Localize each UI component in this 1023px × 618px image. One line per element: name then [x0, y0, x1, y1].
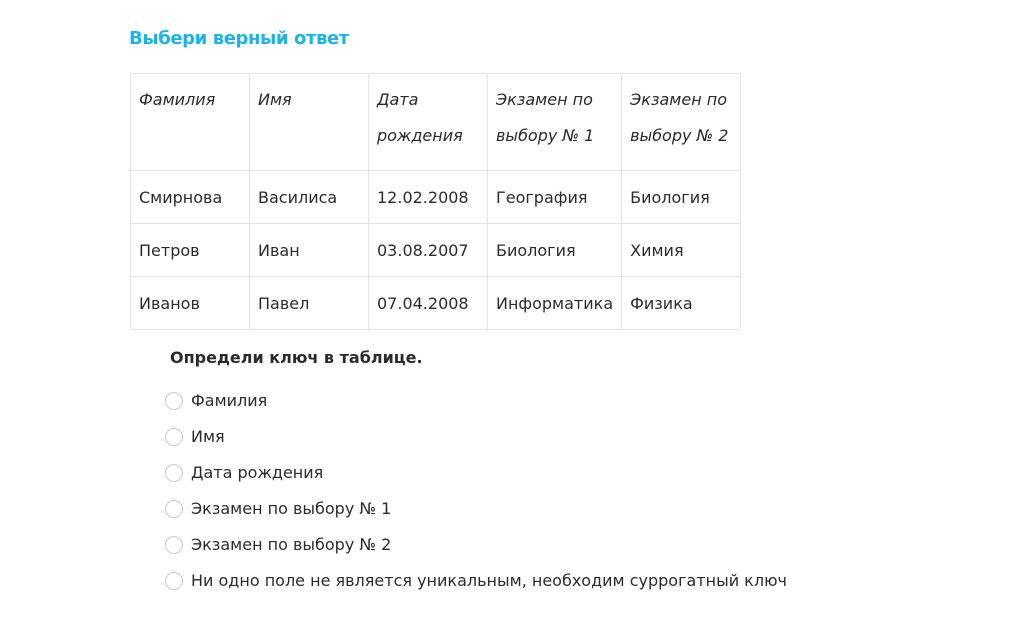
question-text: Определи ключ в таблице. — [170, 348, 423, 367]
option-surrogate-key[interactable] — [165, 563, 787, 599]
table-row — [131, 171, 741, 224]
option-label: Экзамен по выбору № 2 — [191, 535, 392, 554]
option-exam-2[interactable] — [165, 527, 787, 563]
radio-button[interactable] — [165, 464, 183, 482]
option-name[interactable] — [165, 419, 787, 455]
radio-button[interactable] — [165, 500, 183, 518]
table-header-row — [131, 74, 741, 171]
radio-button[interactable] — [165, 392, 183, 410]
option-label: Экзамен по выбору № 1 — [191, 499, 392, 518]
table-cell: Биология — [622, 171, 741, 224]
table-cell: Иван — [250, 224, 369, 277]
header-surname: Фамилия — [131, 74, 250, 171]
table-cell: Петров — [131, 224, 250, 277]
table-row — [131, 277, 741, 330]
table-cell: Смирнова — [131, 171, 250, 224]
table-cell: Информатика — [488, 277, 622, 330]
radio-button[interactable] — [165, 572, 183, 590]
table-cell: Василиса — [250, 171, 369, 224]
option-label: Ни одно поле не является уникальным, необходим суррогатный ключ — [191, 571, 787, 590]
header-exam-1: Экзамен по выбору № 1 — [488, 74, 622, 171]
header-birthdate: Дата рождения — [369, 74, 488, 171]
option-label: Дата рождения — [191, 463, 324, 482]
option-birthdate[interactable] — [165, 455, 787, 491]
table-cell: Иванов — [131, 277, 250, 330]
table-cell: 12.02.2008 — [369, 171, 488, 224]
table-cell: Химия — [622, 224, 741, 277]
students-table — [130, 73, 741, 330]
header-exam-2: Экзамен по выбору № 2 — [622, 74, 741, 171]
radio-button[interactable] — [165, 536, 183, 554]
option-label: Имя — [191, 427, 225, 446]
option-label: Фамилия — [191, 391, 268, 410]
table-cell: Биология — [488, 224, 622, 277]
table-cell: Физика — [622, 277, 741, 330]
table-cell: География — [488, 171, 622, 224]
answer-options — [165, 383, 787, 599]
header-name: Имя — [250, 74, 369, 171]
option-exam-1[interactable] — [165, 491, 787, 527]
table-cell: 07.04.2008 — [369, 277, 488, 330]
task-heading: Выбери верный ответ — [129, 28, 349, 49]
table-cell: 03.08.2007 — [369, 224, 488, 277]
option-surname[interactable] — [165, 383, 787, 419]
table-row — [131, 224, 741, 277]
radio-button[interactable] — [165, 428, 183, 446]
table-cell: Павел — [250, 277, 369, 330]
